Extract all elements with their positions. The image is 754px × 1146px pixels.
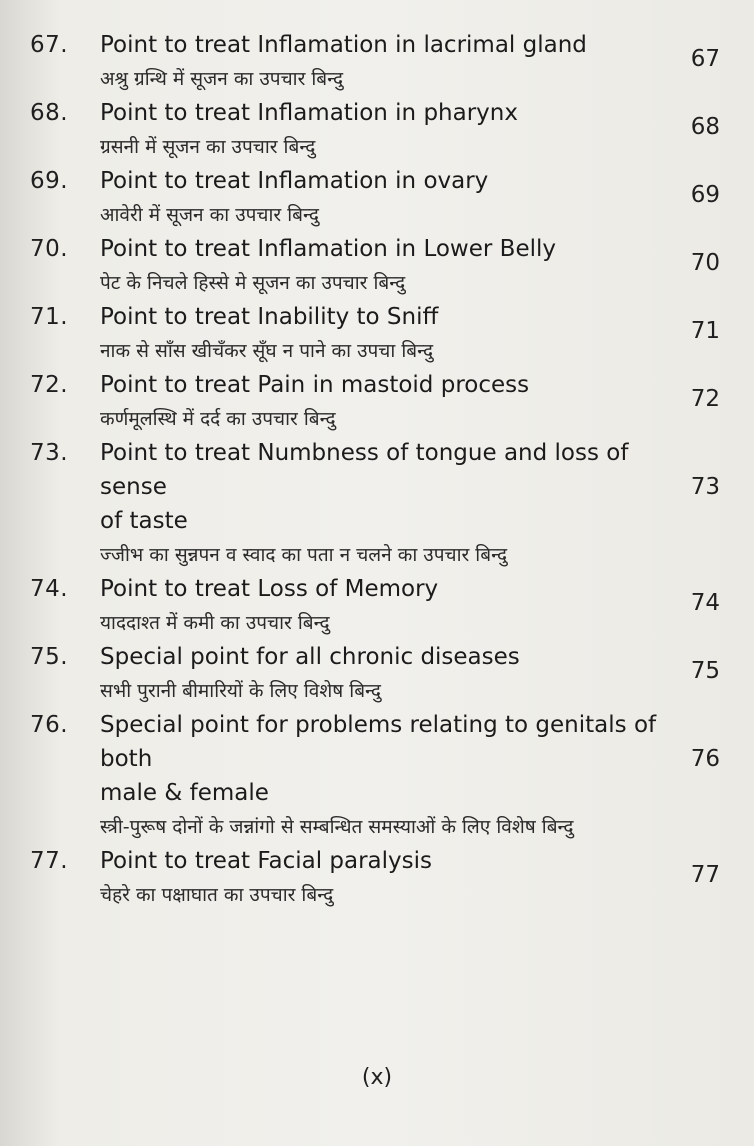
toc-entry [30, 436, 730, 572]
entry-title-english: Point to treat Pain in mastoid process [100, 372, 530, 398]
entry-page-number: 69 [690, 182, 720, 208]
entry-number: 71. [30, 304, 69, 330]
entry-number: 70. [30, 236, 69, 262]
entry-number: 77. [30, 848, 69, 874]
entry-title-english: of taste [100, 508, 188, 534]
entry-body [100, 844, 682, 912]
entry-body [100, 368, 682, 436]
entry-page-number: 71 [690, 318, 720, 344]
page-number-footer: (x) [361, 1065, 393, 1090]
entry-title-english: Point to treat Inflamation in Lower Belly [100, 236, 556, 262]
toc-entry [30, 164, 730, 232]
entry-number: 74. [30, 576, 69, 602]
entry-title-hindi: सभी पुरानी बीमारियों के लिए विशेष बिन्दु [100, 680, 382, 702]
toc-entry [30, 640, 730, 708]
entry-title-hindi: ज्जीभ का सुन्नपन व स्वाद का पता न चलने का उपचार बिन्दु [100, 544, 508, 566]
entry-number: 75. [30, 644, 69, 670]
toc-entry [30, 368, 730, 436]
entry-body [100, 300, 682, 368]
entry-page-number: 76 [690, 746, 720, 772]
entry-title-english: Special point for problems relating to genitals of both [100, 712, 657, 772]
entry-page-number: 70 [690, 250, 720, 276]
entry-title-hindi: ग्रसनी में सूजन का उपचार बिन्दु [100, 136, 316, 158]
toc-entry [30, 572, 730, 640]
entry-body [100, 572, 682, 640]
entry-title-english: Point to treat Facial paralysis [100, 848, 433, 874]
entry-page-number: 75 [690, 658, 720, 684]
entry-title-english: Point to treat Inability to Sniff [100, 304, 439, 330]
entry-number: 72. [30, 372, 69, 398]
entry-page-number: 72 [690, 386, 720, 412]
entry-title-english: Point to treat Inflamation in ovary [100, 168, 489, 194]
entry-title-hindi: चेहरे का पक्षाघात का उपचार बिन्दु [100, 884, 334, 906]
entry-body [100, 28, 682, 96]
entry-title-hindi: नाक से साँस खीचँकर सूँघ न पाने का उपचा बिन्दु [100, 340, 434, 362]
entry-body [100, 640, 682, 708]
toc-entry [30, 96, 730, 164]
entry-body [100, 232, 682, 300]
toc-entry [30, 300, 730, 368]
entry-title-hindi: आवेरी में सूजन का उपचार बिन्दु [100, 204, 319, 226]
entry-title-english: Point to treat Inflamation in lacrimal gland [100, 32, 587, 58]
entry-body [100, 436, 682, 572]
entry-title-hindi: अश्रु ग्रन्थि में सूजन का उपचार बिन्दु [100, 68, 344, 90]
entry-number: 68. [30, 100, 69, 126]
entry-number: 76. [30, 712, 69, 738]
entry-page-number: 77 [690, 862, 720, 888]
entry-title-hindi: पेट के निचले हिस्से मे सूजन का उपचार बिन्दु [100, 272, 406, 294]
entry-title-english: Point to treat Inflamation in pharynx [100, 100, 518, 126]
entry-body [100, 164, 682, 232]
entry-body [100, 96, 682, 164]
entry-title-hindi: कर्णमूलस्थि में दर्द का उपचार बिन्दु [100, 408, 336, 430]
entry-number: 67. [30, 32, 69, 58]
toc-entry [30, 232, 730, 300]
toc-entry [30, 844, 730, 912]
entry-number: 73. [30, 440, 69, 466]
entry-number: 69. [30, 168, 69, 194]
table-of-contents [30, 28, 730, 912]
entry-title-hindi: स्त्री-पुरूष दोनों के जन्नांगो से सम्बन्धित समस्याओं के लिए विशेष बिन्दु [100, 816, 574, 838]
entry-title-english: Point to treat Loss of Memory [100, 576, 439, 602]
entry-title-english: Point to treat Numbness of tongue and loss of sense [100, 440, 629, 500]
toc-entry [30, 28, 730, 96]
entry-title-hindi: याददाश्त में कमी का उपचार बिन्दु [100, 612, 330, 634]
entry-page-number: 68 [690, 114, 720, 140]
entry-page-number: 74 [690, 590, 720, 616]
entry-page-number: 67 [690, 46, 720, 72]
entry-title-english: male & female [100, 780, 269, 806]
entry-page-number: 73 [690, 474, 720, 500]
entry-body [100, 708, 682, 844]
toc-entry [30, 708, 730, 844]
entry-title-english: Special point for all chronic diseases [100, 644, 520, 670]
